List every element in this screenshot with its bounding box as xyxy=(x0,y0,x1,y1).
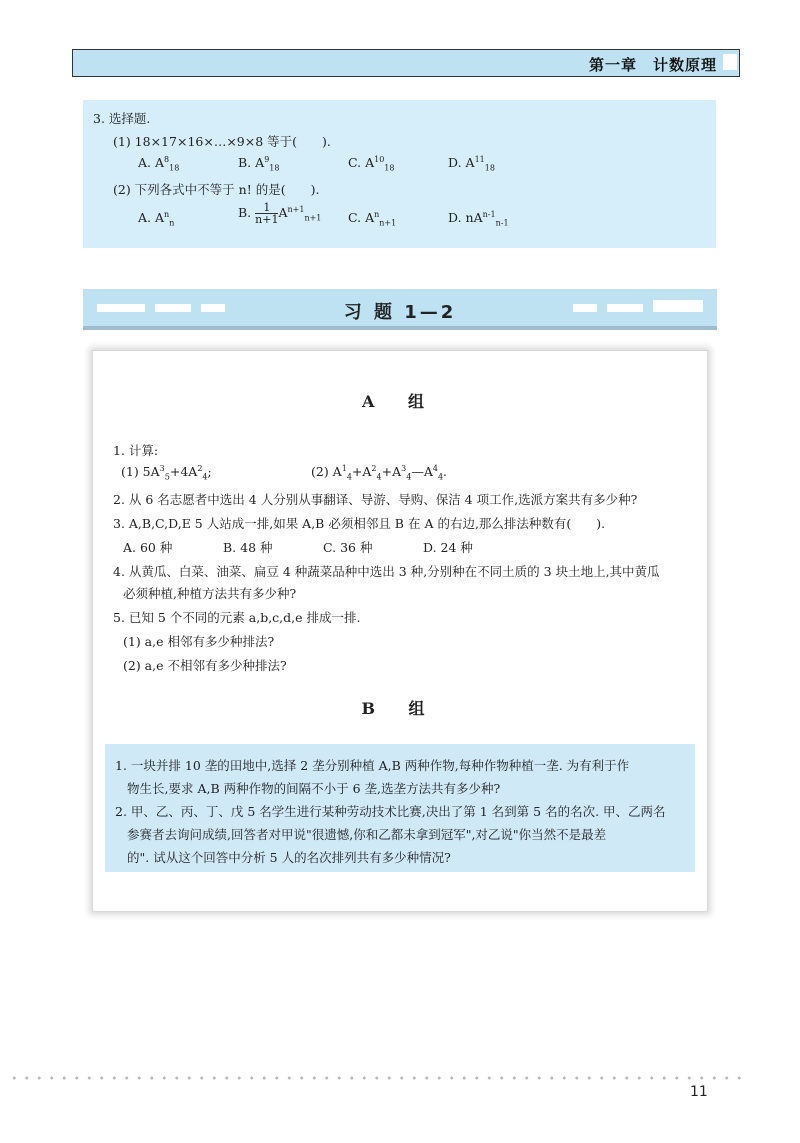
exercise-title: 习 题 1—2 xyxy=(343,302,457,323)
choice-q1-option-d: D. $A^{11}_{18}$ xyxy=(448,155,495,173)
fraction: $\frac{1}{n+1}$ xyxy=(255,201,279,226)
choice-intro: 3. 选择题. xyxy=(93,111,151,126)
group-a-q3-option-c: C. 36 种 xyxy=(323,540,373,555)
group-a-title: A 组 xyxy=(362,392,438,411)
header-corner-decoration xyxy=(723,54,737,70)
group-a-q1-part2: (2) $A^1_4+A^2_4+A^3_4—A^4_4$. xyxy=(311,464,448,482)
group-a-q1-part1: (1) $5A^3_5+4A^2_4$; xyxy=(121,464,212,482)
group-a-q3-option-b: B. 48 种 xyxy=(223,540,273,555)
group-a-q3-option-a: A. 60 种 xyxy=(123,540,173,555)
exercise-banner xyxy=(83,289,717,330)
exercise-card xyxy=(92,350,708,912)
group-a-q4-line1: 4. 从黄瓜、白菜、油菜、扁豆 4 种蔬菜品种中选出 3 种,分别种在不同土质的 3 块土地上,其中黄瓜 xyxy=(113,564,660,579)
choice-q1: (1) 18×17×16×…×9×8 等于( ). xyxy=(113,134,331,149)
footer-dotted-line xyxy=(8,1076,748,1080)
choice-q1-option-b: B. $A^9_{18}$ xyxy=(238,155,280,173)
group-b-q2-line3: 的". 试从这个回答中分析 5 人的名次排列共有多少种情况? xyxy=(127,850,451,865)
page-number: 11 xyxy=(690,1084,708,1100)
group-a-q3-option-d: D. 24 种 xyxy=(423,540,473,555)
group-b-q1-line1: 1. 一块并排 10 垄的田地中,选择 2 垄分别种植 A,B 两种作物,每种作物种植一垄. 为有利于作 xyxy=(115,758,630,773)
choice-q2-option-d: D. $nA^{n-1}_{n-1}$ xyxy=(448,210,509,228)
group-a-q5-part1: (1) a,e 相邻有多少种排法? xyxy=(123,634,275,649)
chapter-header xyxy=(72,49,740,77)
choice-q2-option-a: A. $A^n_n$ xyxy=(138,210,175,228)
group-b-q1-line2: 物生长,要求 A,B 两种作物的间隔不小于 6 垄,选垄方法共有多少种? xyxy=(127,781,501,796)
choice-question-box xyxy=(83,100,716,248)
banner-shadow xyxy=(83,326,717,330)
group-a-q5: 5. 已知 5 个不同的元素 a,b,c,d,e 排成一排. xyxy=(113,610,361,625)
group-a-q2: 2. 从 6 名志愿者中选出 4 人分别从事翻译、导游、导购、保洁 4 项工作,选派方案共有多少种? xyxy=(113,492,638,507)
group-a-q5-part2: (2) a,e 不相邻有多少种排法? xyxy=(123,658,287,673)
choice-q2: (2) 下列各式中不等于 n! 的是( ). xyxy=(113,182,320,197)
choice-q2-option-c: C. $A^n_{n+1}$ xyxy=(348,210,397,228)
chapter-title: 第一章 计数原理 xyxy=(588,56,717,74)
group-a-q3: 3. A,B,C,D,E 5 人站成一排,如果 A,B 必须相邻且 B 在 A 的右边,那么排法种数有( ). xyxy=(113,516,606,531)
group-b-q2-line2: 参赛者去询问成绩,回答者对甲说"很遗憾,你和乙都未拿到冠军",对乙说"你当然不是最差 xyxy=(127,827,607,842)
choice-q2-option-b: B. $\frac{1}{n+1}$ $A^{n+1}_{n+1}$ xyxy=(238,201,322,226)
choice-q1-option-c: C. $A^{10}_{18}$ xyxy=(348,155,395,173)
group-b-q2-line1: 2. 甲、乙、丙、丁、戊 5 名学生进行某种劳动技术比赛,决出了第 1 名到第 5 名的名次. 甲、乙两名 xyxy=(115,804,666,819)
group-b-box xyxy=(105,744,695,872)
group-a-q4-line2: 必须种植,种植方法共有多少种? xyxy=(123,586,297,601)
group-b-title: B 组 xyxy=(361,699,439,718)
group-a-q1-intro: 1. 计算: xyxy=(113,443,159,458)
choice-q1-option-a: A. $A^8_{18}$ xyxy=(138,155,180,173)
